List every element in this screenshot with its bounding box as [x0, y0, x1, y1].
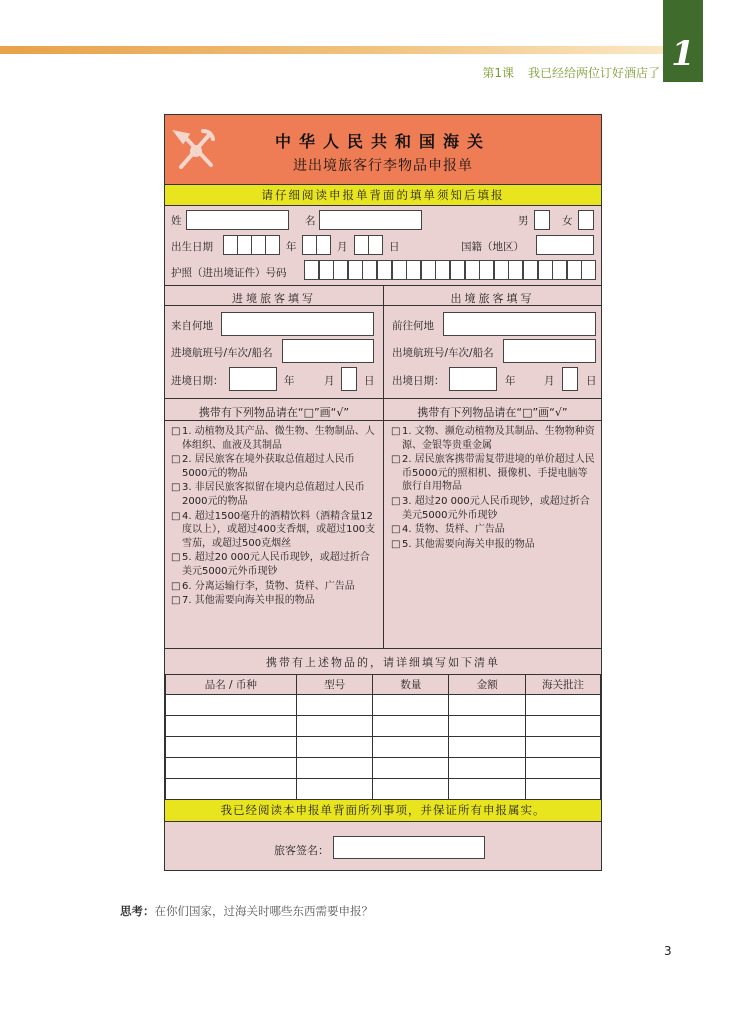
table-cell[interactable] [526, 779, 601, 800]
item-text: 7. 其他需要向海关申报的物品 [182, 595, 315, 607]
exit-to-input[interactable] [443, 312, 596, 336]
exit-item[interactable] [391, 453, 597, 494]
table-cell[interactable] [373, 737, 449, 758]
entry-item[interactable] [171, 453, 377, 480]
passport-digit-cell[interactable] [538, 260, 553, 280]
signature-label: 旅客签名： [274, 844, 329, 857]
checkbox-icon[interactable]: □ [391, 495, 401, 507]
checkbox-icon[interactable]: □ [171, 595, 181, 607]
checkbox-icon[interactable]: □ [391, 538, 401, 550]
page-number: 3 [664, 944, 672, 958]
exit-flight-input[interactable] [503, 339, 596, 363]
entry-item[interactable] [171, 481, 377, 508]
birth-year-digit[interactable] [265, 235, 280, 255]
passport-digit-cell[interactable] [465, 260, 480, 280]
declaration-bar: 我已经阅读本申报单背面所列事项，并保证所有申报属实。 [165, 799, 601, 822]
passport-digit-cell[interactable] [494, 260, 509, 280]
exit-day-label: 日 [586, 375, 597, 387]
exit-item[interactable] [391, 495, 597, 522]
form-header [165, 115, 601, 184]
checkbox-icon[interactable]: □ [391, 426, 401, 437]
table-cell[interactable] [166, 716, 297, 737]
exit-date-label: 出境日期： [392, 375, 445, 387]
birth-year-digit[interactable] [251, 235, 266, 255]
birth-day-digit[interactable] [354, 235, 369, 255]
passport-label: 护照（进出境证件）号码 [171, 267, 287, 279]
birth-year-digit[interactable] [237, 235, 252, 255]
divider [165, 305, 601, 306]
table-row [166, 737, 601, 758]
passport-digit-cell[interactable] [362, 260, 377, 280]
exit-day-input[interactable] [562, 367, 578, 391]
column-header: 数量 [373, 675, 449, 695]
column-header: 品名 / 币种 [166, 675, 297, 695]
table-cell[interactable] [449, 695, 526, 716]
item-list-heading: 携带有上述物品的，请详细填写如下清单 [266, 656, 500, 669]
table-cell[interactable] [449, 779, 526, 800]
declared-items-table [165, 674, 601, 800]
passport-digit-cell[interactable] [421, 260, 436, 280]
header-stripe [0, 46, 668, 54]
entry-item[interactable] [171, 551, 377, 578]
table-cell[interactable] [449, 758, 526, 779]
nationality-input[interactable] [536, 235, 594, 255]
table-cell[interactable] [296, 737, 373, 758]
table-cell[interactable] [296, 695, 373, 716]
entry-flight-input[interactable] [282, 339, 374, 363]
entry-day-input[interactable] [341, 367, 357, 391]
item-text: 3. 超过20 000元人民币现钞，或超过折合美元5000元外币现钞 [402, 495, 590, 521]
table-row [166, 695, 601, 716]
instruction-bar: 请仔细阅读申报单背面的填单须知后填报 [165, 184, 601, 206]
exit-item[interactable] [391, 538, 597, 552]
discussion-question: 在你们国家，过海关时哪些东西需要申报？ [154, 904, 373, 918]
exit-to-label: 前往何地 [392, 320, 434, 332]
table-cell[interactable] [166, 737, 297, 758]
entry-from-input[interactable] [221, 312, 374, 336]
female-label: 女 [562, 215, 573, 227]
lesson-header [482, 64, 660, 81]
passport-digit-cell[interactable] [377, 260, 392, 280]
table-header-row [166, 675, 601, 695]
item-text: 1. 文物、濒危动植物及其制品、生物物种资源、金银等贵重金属 [402, 426, 595, 451]
day-label: 日 [389, 241, 400, 253]
lesson-number: 第1课 [482, 66, 514, 80]
table-cell[interactable] [373, 779, 449, 800]
nationality-label: 国籍（地区） [461, 241, 524, 253]
item-text: 4. 货物、货样、广告品 [402, 524, 505, 536]
checkbox-icon[interactable]: □ [171, 454, 181, 466]
exit-year-label: 年 [505, 375, 516, 387]
passport-digit-cell[interactable] [523, 260, 538, 280]
exit-year-input[interactable] [449, 367, 497, 391]
table-cell[interactable] [296, 758, 373, 779]
form-title: 中华人民共和国海关 [274, 132, 491, 151]
signature-input[interactable] [333, 836, 485, 859]
passport-digit-cell[interactable] [406, 260, 421, 280]
entry-heading: 进境旅客填写 [232, 292, 316, 305]
table-cell[interactable] [526, 716, 601, 737]
table-cell[interactable] [296, 779, 373, 800]
male-label: 男 [518, 215, 529, 227]
passport-digit-cell[interactable] [304, 260, 319, 280]
checkbox-icon[interactable]: □ [391, 524, 401, 536]
entry-item[interactable] [171, 425, 377, 452]
table-cell[interactable] [526, 695, 601, 716]
entry-year-input[interactable] [229, 367, 277, 391]
table-cell[interactable] [526, 758, 601, 779]
entry-items-list [171, 425, 377, 609]
divider [165, 398, 601, 399]
column-header: 型号 [296, 675, 373, 695]
lesson-title: 我已经给两位订好酒店了 [527, 66, 660, 80]
entry-item[interactable] [171, 510, 377, 551]
entry-check-heading: 携带有下列物品请在“□”画“√” [198, 406, 350, 419]
table-cell[interactable] [373, 695, 449, 716]
table-row [166, 758, 601, 779]
given-name-label: 名 [305, 215, 316, 227]
table-body [166, 695, 601, 800]
item-text: 6. 分离运输行李，货物、货样、广告品 [182, 580, 355, 592]
passport-digit-cell[interactable] [392, 260, 407, 280]
exit-flight-label: 出境航班号/车次/船名 [392, 347, 494, 359]
passport-digit-cell[interactable] [319, 260, 334, 280]
item-text: 3. 非居民旅客拟留在境内总值超过人民币2000元的物品 [182, 482, 365, 507]
birth-date-label: 出生日期 [171, 241, 213, 253]
divider [165, 648, 601, 649]
exit-check-heading: 携带有下列物品请在“□”画“√” [417, 406, 568, 419]
table-cell[interactable] [373, 716, 449, 737]
entry-day-label: 日 [364, 375, 375, 387]
table-cell[interactable] [449, 737, 526, 758]
customs-declaration-form [164, 114, 602, 871]
item-text: 5. 其他需要向海关申报的物品 [402, 538, 535, 550]
form-subtitle: 进出境旅客行李物品申报单 [293, 158, 473, 174]
exit-items-list [391, 425, 597, 552]
entry-year-label: 年 [284, 375, 295, 387]
discussion-prompt [120, 903, 373, 919]
checkbox-icon[interactable]: □ [171, 426, 181, 437]
table-row [166, 716, 601, 737]
male-checkbox[interactable] [534, 210, 550, 230]
exit-item[interactable] [391, 523, 597, 537]
entry-item[interactable] [171, 580, 377, 594]
passport-digit-cell[interactable] [508, 260, 523, 280]
item-text: 2. 居民旅客携带需复带进境的单价超过人民币5000元的照相机、摄像机、手提电脑等旅行自用物品 [402, 454, 595, 493]
passport-digit-cell[interactable] [333, 260, 348, 280]
table-cell[interactable] [373, 758, 449, 779]
chapter-tab [663, 0, 703, 82]
entry-item[interactable] [171, 594, 377, 608]
birth-day-digit[interactable] [368, 235, 383, 255]
birth-year-digit[interactable] [223, 235, 238, 255]
surname-label: 姓 [171, 215, 182, 227]
passport-digit-cell[interactable] [435, 260, 450, 280]
divider [165, 420, 601, 421]
exit-item[interactable] [391, 425, 597, 452]
item-text: 5. 超过20 000元人民币现钞，或超过折合美元5000元外币现钞 [182, 552, 370, 577]
month-label: 月 [337, 241, 348, 253]
birth-month-digit[interactable] [316, 235, 331, 255]
entry-from-label: 来自何地 [171, 320, 213, 332]
table-cell[interactable] [166, 779, 297, 800]
table-cell[interactable] [296, 716, 373, 737]
passport-digit-cell[interactable] [479, 260, 494, 280]
exit-heading: 出境旅客填写 [450, 292, 535, 305]
entry-month-label: 月 [324, 375, 335, 387]
exit-month-label: 月 [544, 375, 555, 387]
table-cell[interactable] [166, 695, 297, 716]
column-divider [383, 285, 384, 648]
entry-flight-label: 进境航班号/车次/船名 [171, 347, 273, 359]
item-text: 1. 动植物及其产品、微生物、生物制品、人体组织、血液及其制品 [182, 426, 375, 451]
checkbox-icon[interactable]: □ [171, 552, 181, 564]
item-text: 2. 居民旅客在境外获取总值超过人民币5000元的物品 [182, 454, 355, 479]
column-header: 金额 [449, 675, 526, 695]
checkbox-icon[interactable]: □ [171, 482, 181, 494]
passport-digit-cell[interactable] [348, 260, 363, 280]
female-checkbox[interactable] [578, 210, 594, 230]
checkbox-icon[interactable]: □ [391, 454, 401, 466]
birth-month-digit[interactable] [302, 235, 317, 255]
item-text: 4. 超过1500毫升的酒精饮料（酒精含量12度以上），或超过400支香烟，或超过100支雪茄，或超过500克烟丝 [182, 510, 376, 549]
table-cell[interactable] [166, 758, 297, 779]
passport-digit-cell[interactable] [552, 260, 567, 280]
column-header: 海关批注 [526, 675, 601, 695]
table-row [166, 779, 601, 800]
chapter-number: 1 [671, 34, 695, 74]
table-cell[interactable] [526, 737, 601, 758]
passport-digit-cell[interactable] [567, 260, 582, 280]
table-cell[interactable] [449, 716, 526, 737]
passport-digit-cell[interactable] [581, 260, 596, 280]
discussion-label: 思考： [120, 904, 155, 918]
checkbox-icon[interactable]: □ [171, 510, 181, 522]
entry-date-label: 进境日期： [171, 375, 224, 387]
year-label: 年 [286, 241, 297, 253]
given-name-input[interactable] [319, 210, 422, 230]
checkbox-icon[interactable]: □ [171, 580, 181, 592]
passport-digit-cell[interactable] [450, 260, 465, 280]
surname-input[interactable] [186, 210, 289, 230]
